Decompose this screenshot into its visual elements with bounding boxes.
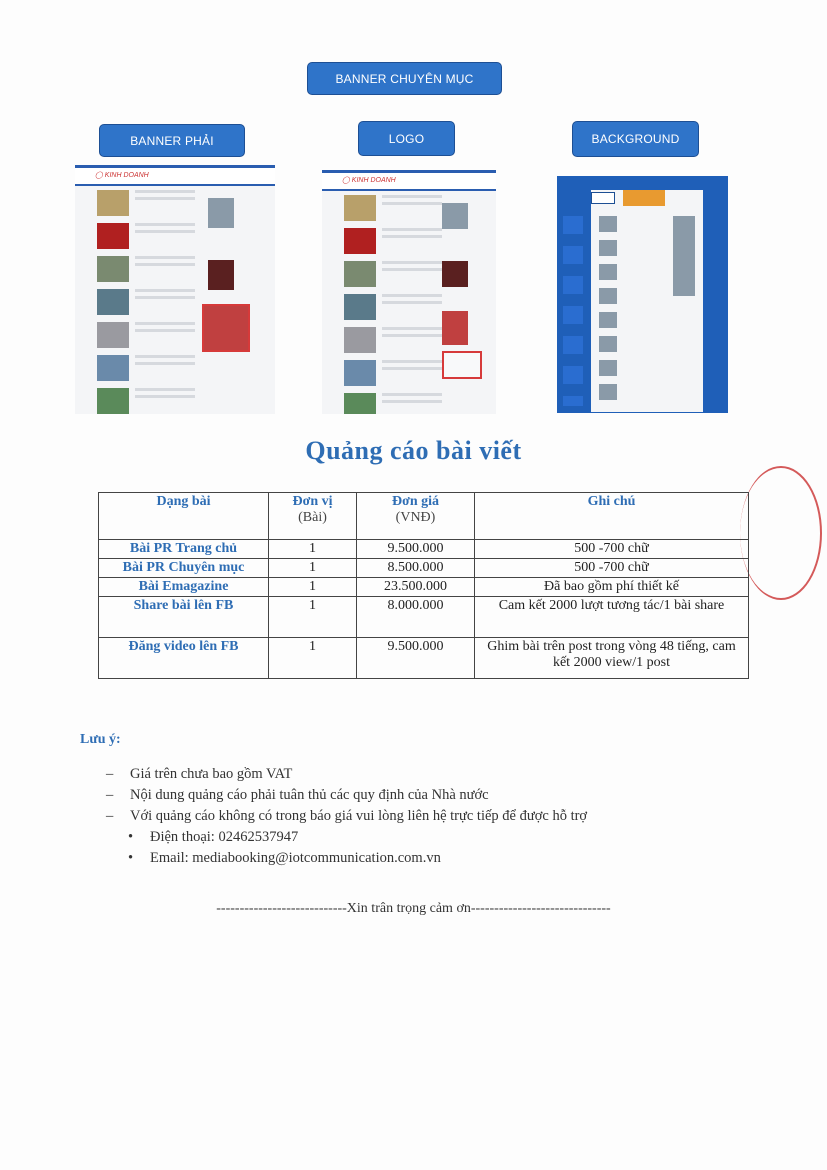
logo-highlight: [442, 351, 482, 379]
banner-phai-label: BANNER PHẢI: [99, 124, 245, 157]
thanks-line: ----------------------------Xin trân trọng cảm ơn------------------------------: [216, 901, 611, 916]
notes-list: [106, 764, 587, 869]
banner-phai-preview: [75, 165, 275, 414]
background-label: BACKGROUND: [572, 121, 699, 157]
header-note: Ghi chú: [475, 493, 749, 540]
banner-chuyen-muc-label: BANNER CHUYÊN MỤC: [307, 62, 502, 95]
header-price: Đơn giá (VNĐ): [357, 493, 475, 540]
logo-preview: [322, 170, 496, 414]
site-logo-icon-2: ◯ KINH DOANH: [342, 177, 396, 184]
table-row: Share bài lên FB 1 8.000.000 Cam kết 2000 lượt tương tác/1 bài share: [99, 597, 749, 638]
header-type: Dạng bài: [99, 493, 269, 540]
phone-item: • Điện thoại: 02462537947: [128, 829, 299, 845]
price-table: [98, 492, 749, 679]
list-item: – Với quảng cáo không có trong báo giá vui lòng liên hệ trực tiếp để được hỗ trợ: [106, 808, 588, 824]
table-row: Đăng video lên FB 1 9.500.000 Ghim bài trên post trong vòng 48 tiếng, cam kết 2000 view/1 post: [99, 638, 749, 679]
stamp-seal: [740, 466, 822, 600]
background-preview: [557, 176, 728, 413]
list-item: – Giá trên chưa bao gồm VAT: [106, 766, 293, 782]
banner-phai-highlight: [202, 304, 250, 352]
email-item: • Email: mediabooking@iotcommunication.com.vn: [128, 850, 441, 866]
table-row: Bài PR Trang chủ 1 9.500.000 500 -700 chữ: [99, 540, 749, 559]
header-unit: Đơn vị (Bài): [269, 493, 357, 540]
table-header-row: [99, 493, 749, 540]
section-title: Quảng cáo bài viết: [305, 436, 522, 465]
table-row: Bài Emagazine 1 23.500.000 Đã bao gồm phí thiết kế: [99, 578, 749, 597]
notes-title: Lưu ý:: [80, 732, 121, 747]
site-logo-icon: ◯ KINH DOANH: [95, 172, 149, 179]
logo-label: LOGO: [358, 121, 455, 156]
list-item: – Nội dung quảng cáo phải tuân thủ các quy định của Nhà nước: [106, 787, 489, 803]
table-row: Bài PR Chuyên mục 1 8.500.000 500 -700 chữ: [99, 559, 749, 578]
